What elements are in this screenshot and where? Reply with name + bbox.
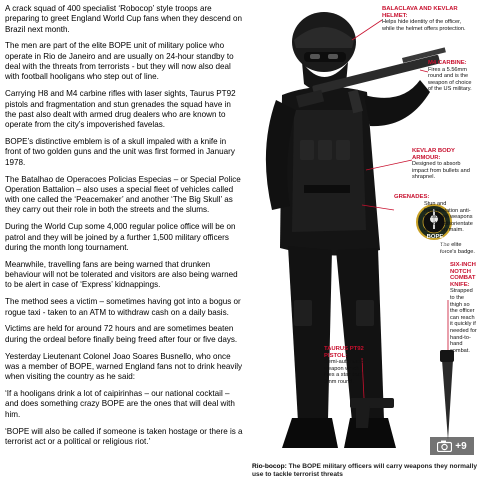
article-paragraph: The method sees a victim – sometimes having got into a bogus or rogue taxi - taken to an ATM to withdraw cash on a daily basis. — [5, 297, 241, 317]
callout-pistol: TAURUS PT92 PISTOL: Semi-automatic weapon which fires a standard 9mm round. — [324, 346, 364, 385]
article-paragraph: BOPE’s distinctive emblem is of a skull impaled with a knife in front of two golden guns and the unit was first formed in January 1978. — [5, 137, 235, 167]
photo-caption — [252, 463, 477, 480]
article-paragraph: Carrying H8 and M4 carbine rifles with laser sights, Taurus PT92 pistols and fragmentation and stun grenades the squad have in the past also dealt with armed drug dealers who are known to operate from the city’s impoverished favelas. — [5, 89, 236, 130]
gallery-button[interactable] — [430, 437, 474, 455]
article-paragraph: A crack squad of 400 specialist ‘Robocop’ style troops are preparing to greet England World Cup fans when they descend on Brazil next month. — [5, 4, 242, 34]
callout-carbine: M4 CARBINE: Fires a 5.56mm round and is the weapon of choice of the US military. — [428, 60, 472, 93]
officer-photo[interactable] — [252, 0, 477, 460]
article-paragraph: Victims are held for around 72 hours and are sometimes beaten during the ordeal before finally being freed after four or five days. — [5, 324, 238, 344]
article-paragraph: During the World Cup some 4,000 regular police office will be on patrol and they will be joined by a further 1,500 military officers during the month long tournament. — [5, 222, 236, 252]
callout-helmet: BALACLAVA AND KEVLAR HELMET: Helps hide identity of the officer, while the helmet offers protection. — [382, 6, 466, 32]
badge-emblem: BOPE OPERAÇÕES ESPECIAIS — [420, 234, 450, 253]
camera-icon — [437, 440, 452, 452]
caption-lead: Rio-bocop: — [252, 463, 287, 470]
knife-shape — [440, 350, 454, 440]
callout-badge: The elite force's badge. — [440, 242, 475, 255]
caption-text: The BOPE military officers will carry weapons they normally use to tackle terrorist threats — [252, 463, 477, 479]
callout-grenades: GRENADES: — [394, 194, 430, 200]
article-body — [5, 4, 244, 454]
article-paragraph: Meanwhile, travelling fans are being warned that drunken behaviour will not be tolerated and visitors are also being warned to be alert in case of ‘Express’ kidnappings. — [5, 259, 238, 290]
callout-grenades-text: Stun and fragmentation anti-personnel weapons used to disorientate and even maim. — [424, 201, 473, 234]
article-paragraph: Yesterday Lieutenant Colonel Joao Soares Busnello, who once was a member of BOPE, warned England fans not to drink heavily when visiting the country as he said: — [5, 351, 243, 382]
article-paragraph: The Batalhao de Operacoes Policias Especias – or Special Police Operation Battalion – also uses a special fleet of vehicles called with one called the ‘Peacemaker’ and another ‘The Big Skull’ as they carry out their role in both the streets and the slums. — [5, 174, 241, 215]
callout-armour: KEVLAR BODY ARMOUR: Designed to absorb impact from bullets and shrapnel. — [412, 148, 470, 181]
gallery-count: +9 — [455, 440, 467, 452]
article-paragraph: ‘If a hooligans drink a lot of caipirinhas – our national cocktail – and does something crazy BOPE are the ones that will deal with him. — [5, 389, 235, 419]
callout-knife: SIX-INCH NOTCH COMBAT KNIFE: Strapped to the thigh so the officer can reach it quickly if needed for hand-to-hand combat. — [450, 262, 477, 354]
infographic-figure — [252, 0, 477, 500]
article-paragraph: ‘BOPE will also be called if someone is taken hostage or there is a terrorist act or a political or religious riot.’ — [5, 426, 243, 446]
article-paragraph: The men are part of the elite BOPE unit of military police who operate in Rio de Janeiro and are usually on 24-hour standby to deal with the threats from terrorists - but they will now also deal with football hooligans who step out of line. — [5, 41, 234, 82]
